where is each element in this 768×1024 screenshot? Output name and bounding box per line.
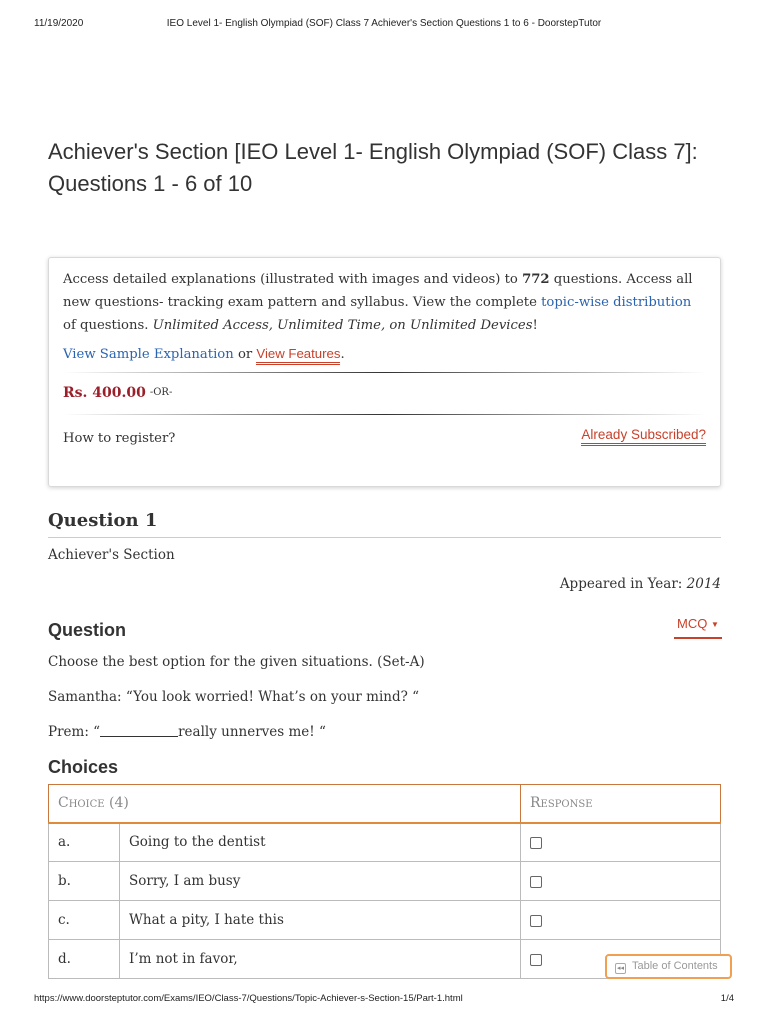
page-title: Achiever's Section [IEO Level 1- English Olympiad (SOF) Class 7]: Questions 1 - 6 of 10 <box>48 139 698 196</box>
question-line: Choose the best option for the given situations. (Set-A) <box>48 654 425 670</box>
table-header-row <box>49 785 721 823</box>
links-row: View Sample Explanation or View Features. <box>63 346 706 362</box>
section-name: Achiever's Section <box>48 547 175 563</box>
register-row <box>63 427 706 455</box>
response-checkbox[interactable] <box>530 915 542 927</box>
table-of-contents-button[interactable]: ◂◂ Table of Contents <box>605 954 732 979</box>
response-checkbox[interactable] <box>530 954 542 966</box>
response-column-header: Response <box>521 785 721 823</box>
print-url: https://www.doorsteptutor.com/Exams/IEO/Class-7/Questions/Topic-Achiever-s-Section-15/Part-1.html <box>34 993 463 1004</box>
view-features-link[interactable]: View Features <box>256 346 340 365</box>
table-row <box>49 862 721 901</box>
caret-down-icon: ▼ <box>711 620 719 629</box>
answer-blank <box>100 727 178 737</box>
already-subscribed-link[interactable]: Already Subscribed? <box>581 427 706 446</box>
divider <box>63 372 706 373</box>
choices-heading: Choices <box>48 757 119 777</box>
choice-letter: b. <box>49 862 120 901</box>
choice-letter: c. <box>49 901 120 940</box>
how-to-register-link[interactable]: How to register? <box>63 431 176 446</box>
or-label: -OR- <box>149 387 173 398</box>
access-description: Access detailed explanations (illustrated with images and videos) to 772 questions. Access all new questions- tracking exam pattern and syllabus. View the complete topic-wise distribution of questions. Unlimited Access, Unlimited Time, on Unlimited Devices! <box>63 272 693 333</box>
choice-text: I’m not in favor, <box>120 940 521 979</box>
choice-letter: d. <box>49 940 120 979</box>
question-line-prem: Prem: “ really unnerves me! “ <box>48 724 326 740</box>
question-heading: Question 1 <box>48 510 721 538</box>
choice-text: Going to the dentist <box>120 823 521 862</box>
divider <box>63 414 706 415</box>
choice-column-header: Choice (4) <box>49 785 521 823</box>
print-date: 11/19/2020 <box>34 18 84 29</box>
view-sample-explanation-link[interactable]: View Sample Explanation <box>63 347 234 362</box>
rewind-icon: ◂◂ <box>616 965 625 972</box>
question-type-dropdown[interactable]: MCQ ▼ <box>674 616 722 639</box>
question-subheading: Question <box>48 620 127 640</box>
topic-distribution-link[interactable]: topic-wise distribution <box>541 295 692 310</box>
print-doc-title: IEO Level 1- English Olympiad (SOF) Class 7 Achiever's Section Questions 1 to 6 - DoorstepTutor <box>166 18 602 29</box>
choices-table <box>48 784 721 979</box>
unlimited-access-text: Unlimited Access, Unlimited Time, on Unlimited Devices <box>152 318 533 333</box>
choice-text: What a pity, I hate this <box>120 901 521 940</box>
choice-text: Sorry, I am busy <box>120 862 521 901</box>
table-row <box>49 901 721 940</box>
question-count: 772 <box>522 272 550 287</box>
table-row <box>49 823 721 862</box>
choice-letter: a. <box>49 823 120 862</box>
price-row <box>63 382 706 404</box>
response-checkbox[interactable] <box>530 837 542 849</box>
response-checkbox[interactable] <box>530 876 542 888</box>
price: Rs. 400.00 <box>63 385 146 401</box>
page-number: 1/4 <box>720 993 734 1004</box>
question-line: Samantha: “You look worried! What’s on your mind? “ <box>48 689 420 705</box>
appeared-year: Appeared in Year: 2014 <box>559 576 721 592</box>
subscription-info-box <box>48 257 721 487</box>
